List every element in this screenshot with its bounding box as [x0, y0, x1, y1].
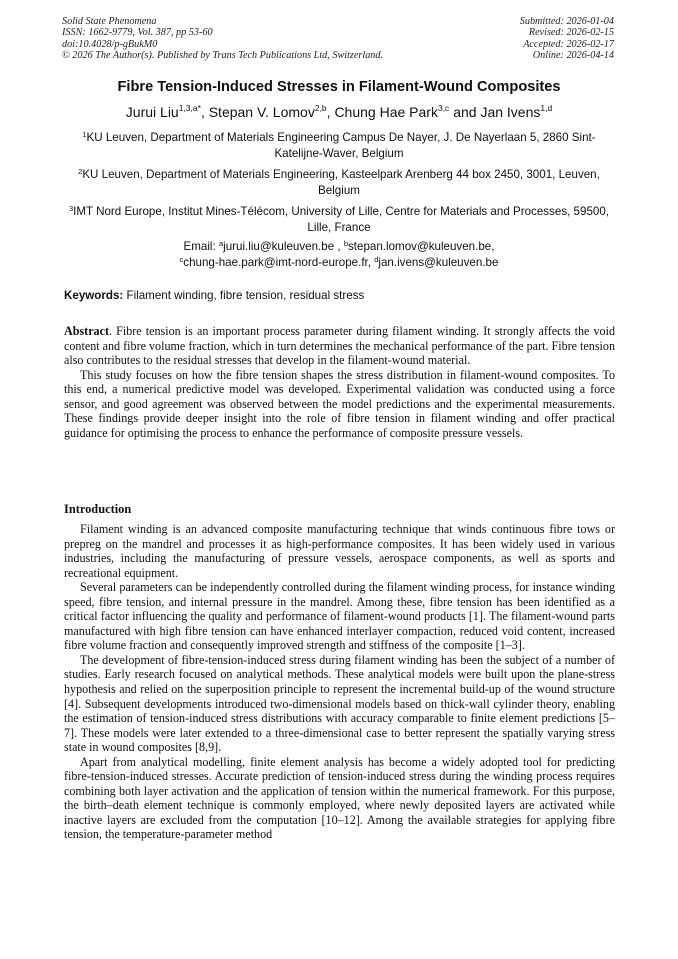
email-link[interactable]: jan.ivens@kuleuven.be	[378, 256, 499, 269]
abstract-paragraph: This study focuses on how the fibre tension shapes the stress distribution in filament-wound composites. To this end, a numerical predictive model was developed. Experimental validation was conducted using a force sensor, and good agreement was observed between the model predictions and the experimental measurements. These findings provide deeper insight into the role of fibre tension in filament winding and offer practical guidance for optimising the process to enhance the performance of composite pressure vessels.	[64, 367, 615, 440]
email-mark: d	[374, 255, 379, 264]
author-name: Jurui Liu	[125, 104, 179, 120]
author-affiliation-mark: 1,3,a*	[178, 103, 201, 113]
abstract-label: Abstract	[64, 324, 110, 338]
email-link[interactable]: jurui.liu@kuleuven.be ,	[223, 240, 344, 253]
author-name: and Jan Ivens	[449, 104, 541, 120]
affiliation-3	[60, 204, 618, 236]
author-list	[40, 104, 638, 120]
email-label: Email:	[183, 240, 219, 253]
affiliation-number: 3	[68, 204, 74, 213]
journal-doi[interactable]: doi:10.4028/p-gBukM0	[62, 38, 158, 50]
affiliation-text: IMT Nord Europe, Institut Mines-Télécom, University of Lille, Centre for Materials and Processes, 59500, Lille, France	[73, 205, 610, 234]
affiliation-1	[60, 130, 618, 162]
affiliation-number: 1	[82, 130, 87, 139]
date-submitted: Submitted: 2026-01-04	[519, 16, 614, 27]
affiliation-text: KU Leuven, Department of Materials Engineering, Kasteelpark Arenberg 44 box 2450, 3001, Leuven, Belgium	[82, 168, 600, 197]
date-online: Online: 2026-04-14	[532, 50, 614, 62]
journal-issn: ISSN: 1662-9779, Vol. 387, pp 53-60	[62, 27, 213, 39]
keywords-label: Keywords:	[64, 289, 124, 302]
introduction-section	[64, 522, 615, 842]
keywords	[64, 289, 624, 302]
body-paragraph: Apart from analytical modelling, finite element analysis has become a widely adopted tool for predicting fibre-tension-induced stresses. Accurate prediction of tension-induced stress during the winding process requires combining both layer activation and the application of tension within the numerical framework. For this purpose, the birth–death element technique is commonly employed, where newly deposited layers are activated while inactive layers are excluded from the computation [10–12]. Among the available strategies for applying fibre tension, the temperature-parameter method	[64, 754, 615, 842]
abstract-paragraph	[64, 324, 615, 368]
author-name: , Chung Hae Park	[326, 104, 438, 120]
email-link[interactable]: chung-hae.park@imt-nord-europe.fr,	[183, 256, 375, 269]
body-paragraph: The development of fibre-tension-induced stress during filament winding has been the subject of a number of studies. Early research focused on analytical methods. These analytical models were built upon the plane-stress hypothesis and relied on the superposition principle to represent the incremental build-up of the wound structure [4]. Subsequent developments introduced two-dimensional models based on thick-wall cylinder theory, enabling the estimation of tension-induced stress distributions with accuracy comparable to finite element predictions [5–7]. These models were later extended to a three-dimensional case to better represent the spatially varying stress state in wound composites [8,9].	[64, 652, 615, 755]
abstract-section	[64, 324, 615, 440]
email-mark: a	[218, 239, 224, 248]
date-revised: Revised: 2026-02-15	[528, 27, 614, 39]
affiliation-2	[60, 167, 618, 199]
paper-title: Fibre Tension-Induced Stresses in Filament-Wound Composites	[117, 79, 561, 95]
body-paragraph: Filament winding is an advanced composite manufacturing technique that winds continuous fibre tows or prepreg on the mandrel and processes it as high-performance composites. It has been widely used in various industries, including the manufacturing of pressure vessels, aerospace components, as well as sports and recreational equipment.	[64, 522, 615, 580]
affiliation-text: KU Leuven, Department of Materials Engineering Campus De Nayer, J. De Nayerlaan 5, 2860 Sint-Katelijne-Waver, Belgium	[86, 131, 596, 160]
affiliation-number: 2	[78, 167, 83, 176]
journal-copyright: © 2026 The Author(s). Published by Trans Tech Publications Ltd, Switzerland.	[62, 50, 384, 62]
body-paragraph: Several parameters can be independently controlled during the filament winding process, for instance winding speed, fibre tension, and internal pressure in the mandrel. Among these, fibre tension has been identified as a critical factor influencing the quality and performance of filament-wound products [1]. The filament-wound parts manufactured with high fibre tension can have enhanced interlayer compaction, reduced void content, increased fibre volume fraction and consequently improved strength and stiffness of the composite [1–3].	[64, 580, 615, 653]
author-name: , Stepan V. Lomov	[200, 104, 315, 120]
author-affiliation-mark: 2,b	[314, 103, 327, 113]
journal-name: Solid State Phenomena	[62, 16, 157, 27]
email-mark: c	[179, 255, 184, 264]
email-mark: b	[343, 239, 348, 248]
section-heading: Introduction	[64, 502, 132, 516]
abstract-text: . Fibre tension is an important process parameter during filament winding. It strongly affects the void content and fibre volume fraction, which in turn determines the mechanical performance of the part. Fibre tension also contributes to the residual stresses that develop in the filament-wound material.	[64, 324, 615, 368]
email-list	[60, 239, 618, 271]
keywords-text: Filament winding, fibre tension, residual stress	[123, 289, 365, 302]
author-affiliation-mark: 1,d	[540, 103, 553, 113]
date-accepted: Accepted: 2026-02-17	[523, 38, 614, 50]
author-affiliation-mark: 3,c	[437, 103, 450, 113]
journal-info	[62, 16, 383, 62]
publication-dates	[520, 16, 614, 62]
email-link[interactable]: stepan.lomov@kuleuven.be,	[347, 240, 495, 253]
